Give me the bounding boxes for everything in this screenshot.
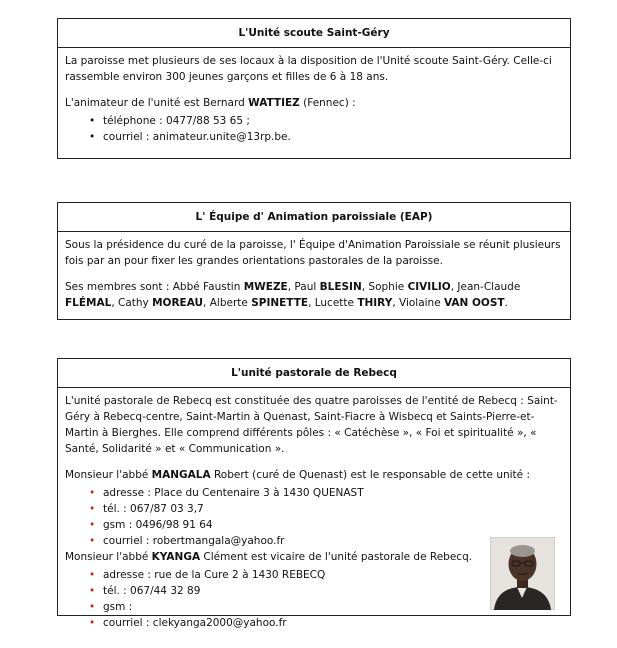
scouts-contact-list <box>65 113 562 145</box>
list-item: • gsm : 0496/98 91 64 <box>89 517 562 533</box>
eap-section <box>57 202 571 320</box>
vicar-photo <box>490 537 555 610</box>
list-item: • téléphone : 0477/88 53 65 ; <box>89 113 562 129</box>
pastoral-unit-description: L'unité pastorale de Rebecq est constituée des quatre paroisses de l'entité de Rebecq : Saint-Géry à Rebecq-centre, Saint-Martin à Quenast, Saint-Fiacre à Wisbecq et Saints-Pierre-et-Martin à Bierghes. Elle comprend différents pôles : « Catéchèse », « Foi et spiritualité », « Santé, Solidarité » et « Communication ». <box>65 395 558 455</box>
list-item: • adresse : Place du Centenaire 3 à 1430 QUENAST <box>89 485 562 501</box>
list-item: • courriel : animateur.unite@13rp.be. <box>89 129 562 145</box>
scouts-animator: L'animateur de l'unité est Bernard WATTIEZ (Fennec) : <box>65 97 356 109</box>
vicar-line: Monsieur l'abbé KYANGA Clément est vicaire de l'unité pastorale de Rebecq. <box>65 551 473 563</box>
list-item: • gsm : <box>89 599 562 615</box>
scouts-section <box>57 18 571 159</box>
eap-description: Sous la présidence du curé de la paroisse, l' Équipe d'Animation Paroissiale se réunit plusieurs fois par an pour fixer les grandes orientations pastorales de la paroisse. <box>65 239 561 267</box>
eap-title: L' Équipe d' Animation paroissiale (EAP) <box>58 203 570 232</box>
animator-name: WATTIEZ <box>248 97 300 109</box>
list-item: • tél. : 067/87 03 3,7 <box>89 501 562 517</box>
eap-members: Ses membres sont : Abbé Faustin MWEZE, Paul BLESIN, Sophie CIVILIO, Jean-Claude FLÉMAL, Cathy MOREAU, Alberte SPINETTE, Lucette THIRY, Violaine VAN OOST. <box>65 281 521 309</box>
vicar-name: KYANGA <box>151 551 201 563</box>
scouts-title: L'Unité scoute Saint-Géry <box>58 19 570 48</box>
scouts-description: La paroisse met plusieurs de ses locaux à la disposition de l'Unité scoute Saint-Géry. Celle-ci rassemble environ 300 jeunes garçons et filles de 6 à 18 ans. <box>65 55 552 83</box>
list-item: • courriel : robertmangala@yahoo.fr <box>89 533 562 549</box>
list-item: • tél. : 067/44 32 89 <box>89 583 562 599</box>
list-item: • adresse : rue de la Cure 2 à 1430 REBECQ <box>89 567 562 583</box>
responsible-name: MANGALA <box>151 469 211 481</box>
vicar-contact-list <box>65 567 562 631</box>
pastoral-unit-title: L'unité pastorale de Rebecq <box>58 359 570 388</box>
pastoral-unit-section <box>57 358 571 629</box>
responsible-contact-list <box>65 485 562 549</box>
responsible-line: Monsieur l'abbé MANGALA Robert (curé de Quenast) est le responsable de cette unité : <box>65 469 531 481</box>
list-item: • courriel : clekyanga2000@yahoo.fr <box>89 615 562 631</box>
